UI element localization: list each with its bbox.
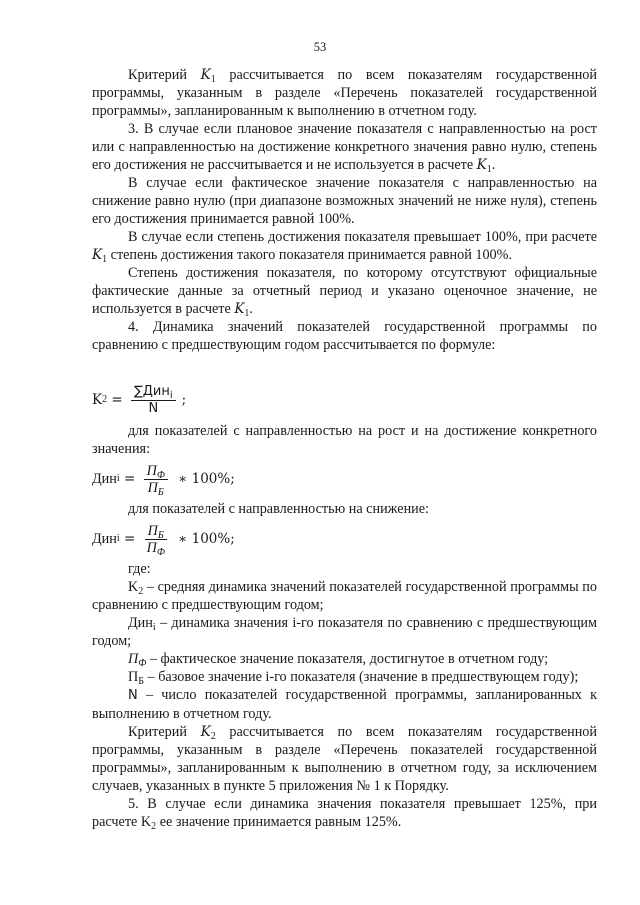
paragraph-zero-fact: В случае если фактическое значение показателя с направленностью на снижение равно нулю (при диапазоне возможных значений не ниже нуля), степень его достижения принимается равной 100%. [92, 175, 597, 227]
formula-k2: K 2 = $\frac{\sum Дин_i}{N}$ ; [92, 383, 187, 416]
definition-p-fact: $П_Ф$ – фактическое значение показателя, достигнутое в отчетном году; [128, 651, 549, 669]
paragraph-over-100: В случае если степень достижения показателя превышает 100%, при расчете $K_1$ степень достижения такого показателя принимается равной 100%. [92, 229, 597, 265]
page-number: 53 [313, 40, 327, 54]
definition-din: Дин$_i$ – динамика значения i-го показателя по сравнению с предшествующим годом; [92, 615, 597, 649]
paragraph-growth: для показателей с направленностью на рост и на достижение конкретного значения: [92, 423, 597, 457]
paragraph-criterion-k1: Критерий $K_1$ рассчитывается по всем показателям государственной программы, указанным в разделе «Перечень показателей государственной программы», запланированным к выполнению в отчетном году. [92, 67, 597, 119]
paragraph-criterion-k2: Критерий $K_2$ рассчитывается по всем показателям государственной программы, указанным в разделе «Перечень показателей государственной программы», запланированным к выполнению в отчетном году, за исключением случаев, указанных в пункте 5 приложения № 1 к Порядку. [92, 724, 597, 794]
where-label: где: [128, 561, 151, 577]
paragraph-item-3: 3. В случае если плановое значение показателя с направленностью на рост или с направленностью на достижение конкретного значения равно нулю, степень его достижения не рассчитывается и не используется в расчете $K_1$. [92, 121, 597, 175]
document-body [92, 66, 597, 831]
formula-din-decrease: Дин i = $\frac{П_Б}{П_Ф}$ ∗ 100%; [92, 522, 235, 558]
fraction: $\frac{\sum Дин_i}{N}$ [131, 384, 176, 417]
paragraph-no-data: Степень достижения показателя, по которому отсутствуют официальные фактические данные за отчетный период и указано оценочное значение, не используется в расчете $K_1$. [92, 265, 597, 319]
paragraph-item-5: 5. В случае если динамика значения показателя превышает 125%, при расчете $K_2$ ее значение принимается равным 125%. [92, 796, 597, 832]
k1-symbol: K [200, 67, 211, 83]
definition-k2: $K_2$ – средняя динамика значений показателей государственной программы по сравнению с предшествующим годом; [92, 579, 597, 613]
paragraph-decrease: для показателей с направленностью на снижение: [128, 501, 429, 517]
k1-symbol: K [476, 157, 487, 173]
k2-symbol: K [140, 814, 152, 830]
fraction: $\frac{П_Б}{П_Ф}$ [146, 522, 165, 558]
definition-n: N – число показателей государственной программы, запланированных к выполнению в отчетном году. [92, 687, 597, 722]
formula-din-growth: Дин i = $\frac{П_Ф}{П_Б}$ ∗ 100%; [92, 462, 235, 498]
definition-p-base: $П_Б$ – базовое значение i-го показателя (значение в предшествующем году); [128, 669, 579, 687]
k1-symbol: K [234, 301, 245, 317]
paragraph-item-4: 4. Динамика значений показателей государственной программы по сравнению с предшествующим годом рассчитывается по формуле: [92, 319, 597, 353]
k2-symbol: K [200, 724, 211, 740]
k1-symbol: K [92, 247, 103, 263]
fraction: $\frac{П_Ф}{П_Б}$ [144, 463, 168, 496]
